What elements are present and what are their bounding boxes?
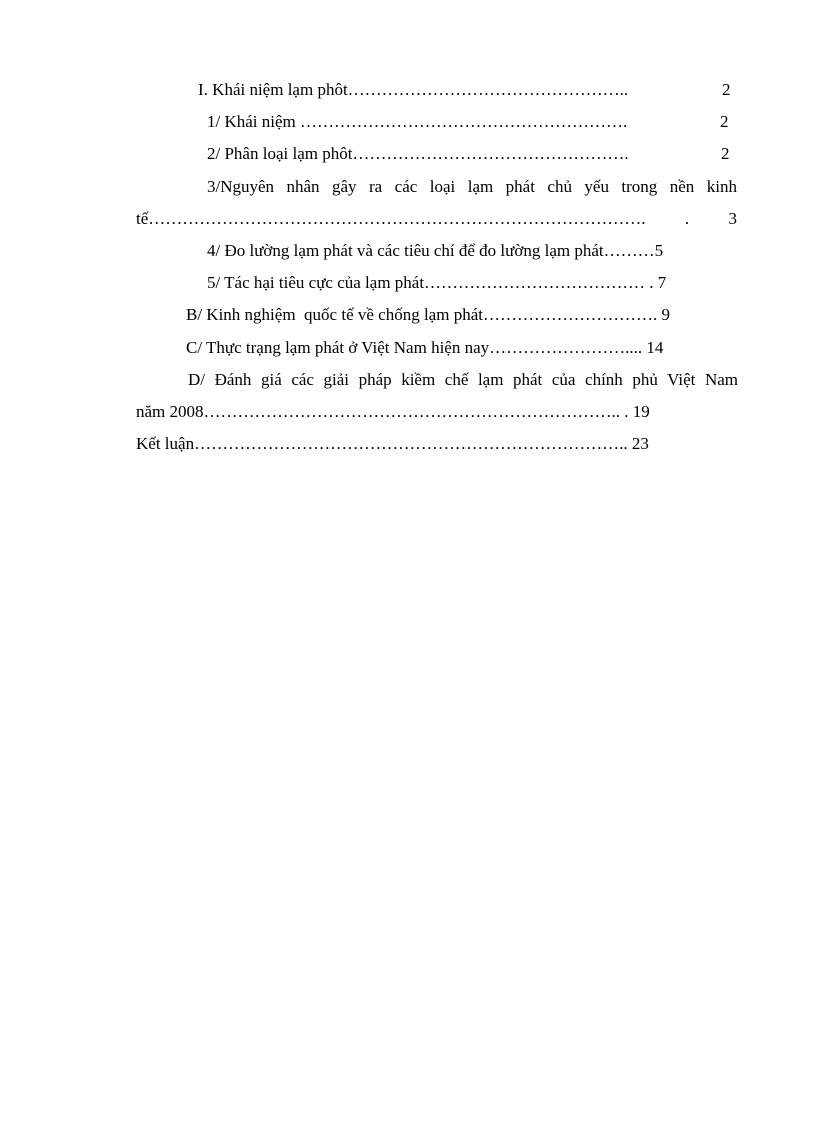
toc-entry-phan-loai: 2/ Phân loại lạm phôt…………………………………………. bbox=[207, 144, 629, 163]
toc-entry-khai-niem: 1/ Khái niệm …………………………………………………. bbox=[207, 112, 628, 131]
toc-entry-kinh-nghiem: B/ Kinh nghiệm quốc tế về chống lạm phát…………………………. 9 bbox=[186, 305, 670, 324]
toc-entry-tac-hai: 5/ Tác hại tiêu cực của lạm phát………………………………… . 7 bbox=[207, 273, 667, 292]
toc-entry-nguyen-nhan-continued: tế……………………………………………………………………………. . 3 bbox=[136, 209, 737, 228]
toc-entry-do-luong: 4/ Đo lường lạm phát và các tiêu chí để đo lường lạm phát………5 bbox=[207, 241, 664, 260]
toc-entry-thuc-trang: C/ Thực trạng lạm phát ở Việt Nam hiện nay…………………….... 14 bbox=[186, 338, 664, 357]
toc-entry-khai-niem-lam-phat: I. Khái niệm lạm phôt………………………………………….. bbox=[198, 80, 629, 99]
toc-page-number: 2 bbox=[720, 112, 729, 131]
toc-page-number: 2 bbox=[722, 80, 731, 99]
toc-entry-ket-luan: Kết luận………………………………………………………………….. 23 bbox=[136, 434, 649, 453]
toc-page-number: 2 bbox=[721, 144, 730, 163]
toc-entry-danh-gia: D/ Đánh giá các giải pháp kiềm chế lạm phát của chính phủ Việt Nam bbox=[188, 370, 738, 389]
toc-entry-danh-gia-continued: năm 2008……………………………………………………………….. . 19 bbox=[136, 402, 650, 421]
toc-entry-nguyen-nhan: 3/Nguyên nhân gây ra các loại lạm phát chủ yếu trong nền kinh bbox=[207, 177, 737, 196]
